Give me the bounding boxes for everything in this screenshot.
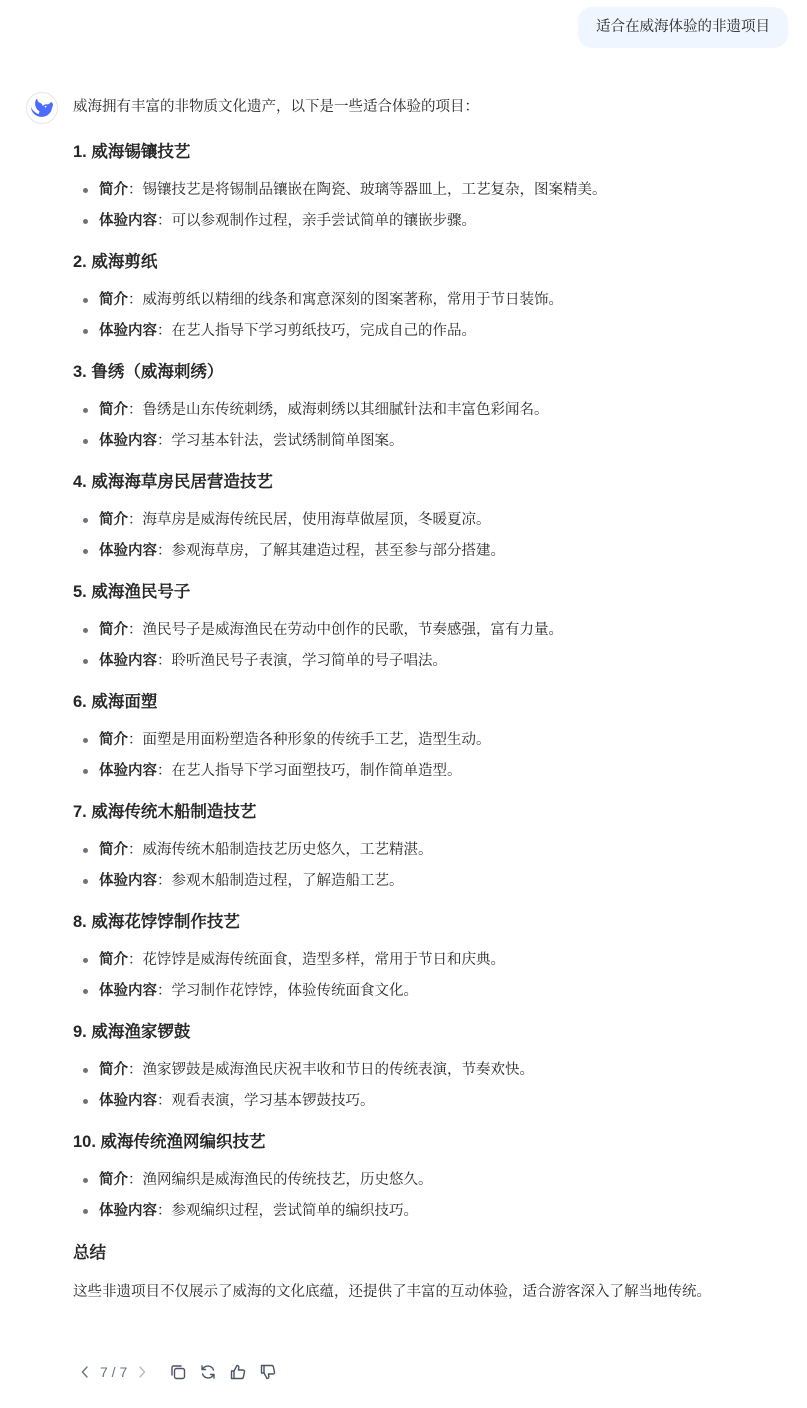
heritage-section	[73, 360, 773, 452]
item-text: 锡镶技艺是将锡制品镶嵌在陶瓷、玻璃等器皿上，工艺复杂，图案精美。	[142, 182, 607, 198]
item-text: 花饽饽是威海传统面食，造型多样，常用于节日和庆典。	[142, 952, 505, 968]
item-label-separator: ：	[157, 1203, 172, 1219]
list-item	[73, 320, 773, 342]
item-label-separator: ：	[157, 213, 172, 229]
item-label: 简介	[99, 512, 128, 528]
whale-logo-icon	[31, 99, 53, 117]
item-label-separator: ：	[128, 622, 143, 638]
list-item	[73, 870, 773, 892]
pager-count: 7 / 7	[100, 1364, 128, 1380]
list-item	[73, 179, 773, 201]
item-label: 简介	[99, 732, 128, 748]
section-bullets	[73, 399, 773, 452]
heritage-section	[73, 470, 773, 562]
item-text: 渔民号子是威海渔民在劳动中创作的民歌，节奏感强，富有力量。	[142, 622, 563, 638]
heritage-section	[73, 1130, 773, 1222]
section-title: 4. 威海海草房民居营造技艺	[73, 473, 273, 491]
heritage-section	[73, 250, 773, 342]
item-label-separator: ：	[128, 292, 143, 308]
item-text: 学习基本针法，尝试绣制简单图案。	[171, 433, 404, 449]
summary-text: 这些非遗项目不仅展示了威海的文化底蕴，还提供了丰富的互动体验，适合游客深入了解当地传统。	[73, 1284, 711, 1300]
item-label-separator: ：	[157, 1093, 172, 1109]
heritage-section	[73, 1020, 773, 1112]
heritage-section	[73, 910, 773, 1002]
section-title: 10. 威海传统渔网编织技艺	[73, 1133, 266, 1151]
heritage-list	[73, 140, 773, 1222]
item-label: 体验内容	[99, 213, 157, 229]
section-bullets	[73, 729, 773, 782]
section-title: 1. 威海锡镶技艺	[73, 143, 191, 161]
section-title: 9. 威海渔家锣鼓	[73, 1023, 191, 1041]
list-item	[73, 430, 773, 452]
list-item	[73, 210, 773, 232]
list-item	[73, 760, 773, 782]
regenerate-button[interactable]	[193, 1360, 223, 1384]
item-text: 参观编织过程，尝试简单的编织技巧。	[171, 1203, 418, 1219]
item-text: 渔家锣鼓是威海渔民庆祝丰收和节日的传统表演，节奏欢快。	[142, 1062, 534, 1078]
item-label-separator: ：	[128, 512, 143, 528]
item-text: 学习制作花饽饽，体验传统面食文化。	[171, 983, 418, 999]
section-bullets	[73, 1169, 773, 1222]
item-label: 简介	[99, 842, 128, 858]
item-label: 体验内容	[99, 653, 157, 669]
list-item	[73, 729, 773, 751]
section-bullets	[73, 509, 773, 562]
item-label: 简介	[99, 292, 128, 308]
list-item	[73, 509, 773, 531]
message-actions	[76, 1360, 283, 1384]
item-label-separator: ：	[157, 763, 172, 779]
section-bullets	[73, 289, 773, 342]
item-label: 体验内容	[99, 763, 157, 779]
item-label-separator: ：	[128, 182, 143, 198]
user-message-text: 适合在威海体验的非遗项目	[596, 19, 770, 35]
item-label-separator: ：	[157, 543, 172, 559]
section-bullets	[73, 1059, 773, 1112]
item-text: 参观木船制造过程，了解造船工艺。	[171, 873, 404, 889]
section-title: 6. 威海面塑	[73, 693, 158, 711]
list-item	[73, 399, 773, 421]
item-label-separator: ：	[157, 323, 172, 339]
section-bullets	[73, 949, 773, 1002]
section-title: 3. 鲁绣（威海刺绣）	[73, 363, 224, 381]
item-label: 简介	[99, 1062, 128, 1078]
item-text: 面塑是用面粉塑造各种形象的传统手工艺，造型生动。	[142, 732, 491, 748]
item-text: 在艺人指导下学习面塑技巧，制作简单造型。	[171, 763, 462, 779]
item-label-separator: ：	[128, 732, 143, 748]
item-text: 威海传统木船制造技艺历史悠久，工艺精湛。	[142, 842, 433, 858]
item-label: 体验内容	[99, 1093, 157, 1109]
list-item	[73, 650, 773, 672]
list-item	[73, 1169, 773, 1191]
list-item	[73, 540, 773, 562]
regenerate-icon	[199, 1363, 217, 1381]
user-message-bubble	[578, 7, 788, 48]
item-label: 体验内容	[99, 983, 157, 999]
copy-button[interactable]	[163, 1360, 193, 1384]
item-label: 体验内容	[99, 543, 157, 559]
item-label-separator: ：	[128, 402, 143, 418]
list-item	[73, 1090, 773, 1112]
item-text: 参观海草房，了解其建造过程，甚至参与部分搭建。	[171, 543, 505, 559]
list-item	[73, 1059, 773, 1081]
heritage-section	[73, 140, 773, 232]
list-item	[73, 980, 773, 1002]
list-item	[73, 619, 773, 641]
item-text: 鲁绣是山东传统刺绣，威海刺绣以其细腻针法和丰富色彩闻名。	[142, 402, 549, 418]
section-title: 7. 威海传统木船制造技艺	[73, 803, 257, 821]
item-label: 体验内容	[99, 433, 157, 449]
item-text: 渔网编织是威海渔民的传统技艺，历史悠久。	[142, 1172, 433, 1188]
item-text: 可以参观制作过程，亲手尝试简单的镶嵌步骤。	[171, 213, 476, 229]
item-label: 体验内容	[99, 323, 157, 339]
list-item	[73, 949, 773, 971]
section-bullets	[73, 179, 773, 232]
item-label: 简介	[99, 622, 128, 638]
heritage-section	[73, 690, 773, 782]
copy-icon	[169, 1363, 187, 1381]
response-pager	[76, 1360, 151, 1384]
assistant-avatar	[26, 92, 58, 124]
item-label-separator: ：	[157, 873, 172, 889]
item-text: 观看表演，学习基本锣鼓技巧。	[171, 1093, 375, 1109]
item-text: 在艺人指导下学习剪纸技巧，完成自己的作品。	[171, 323, 476, 339]
item-label: 简介	[99, 1172, 128, 1188]
item-label-separator: ：	[157, 433, 172, 449]
item-label-separator: ：	[128, 1172, 143, 1188]
thumbs-up-icon	[229, 1363, 247, 1381]
section-title: 2. 威海剪纸	[73, 253, 158, 271]
section-title: 8. 威海花饽饽制作技艺	[73, 913, 240, 931]
chevron-left-icon[interactable]	[76, 1360, 94, 1384]
chevron-right-icon[interactable]	[133, 1360, 151, 1384]
thumbs-down-icon	[259, 1363, 277, 1381]
section-bullets	[73, 619, 773, 672]
assistant-answer	[73, 96, 773, 1303]
summary-block	[73, 1241, 773, 1303]
item-label-separator: ：	[128, 842, 143, 858]
list-item	[73, 289, 773, 311]
item-label-separator: ：	[128, 1062, 143, 1078]
summary-title: 总结	[73, 1244, 106, 1262]
list-item	[73, 1200, 773, 1222]
heritage-section	[73, 580, 773, 672]
item-label: 体验内容	[99, 873, 157, 889]
item-label: 简介	[99, 402, 128, 418]
list-item	[73, 839, 773, 861]
item-text: 聆听渔民号子表演，学习简单的号子唱法。	[171, 653, 447, 669]
item-label: 简介	[99, 182, 128, 198]
like-button[interactable]	[223, 1360, 253, 1384]
item-label-separator: ：	[128, 952, 143, 968]
item-label: 简介	[99, 952, 128, 968]
item-text: 威海剪纸以精细的线条和寓意深刻的图案著称，常用于节日装饰。	[142, 292, 563, 308]
heritage-section	[73, 800, 773, 892]
item-label-separator: ：	[157, 653, 172, 669]
item-text: 海草房是威海传统民居，使用海草做屋顶，冬暖夏凉。	[142, 512, 491, 528]
answer-intro: 威海拥有丰富的非物质文化遗产，以下是一些适合体验的项目：	[73, 99, 479, 115]
section-title: 5. 威海渔民号子	[73, 583, 191, 601]
section-bullets	[73, 839, 773, 892]
dislike-button[interactable]	[253, 1360, 283, 1384]
item-label-separator: ：	[157, 983, 172, 999]
item-label: 体验内容	[99, 1203, 157, 1219]
